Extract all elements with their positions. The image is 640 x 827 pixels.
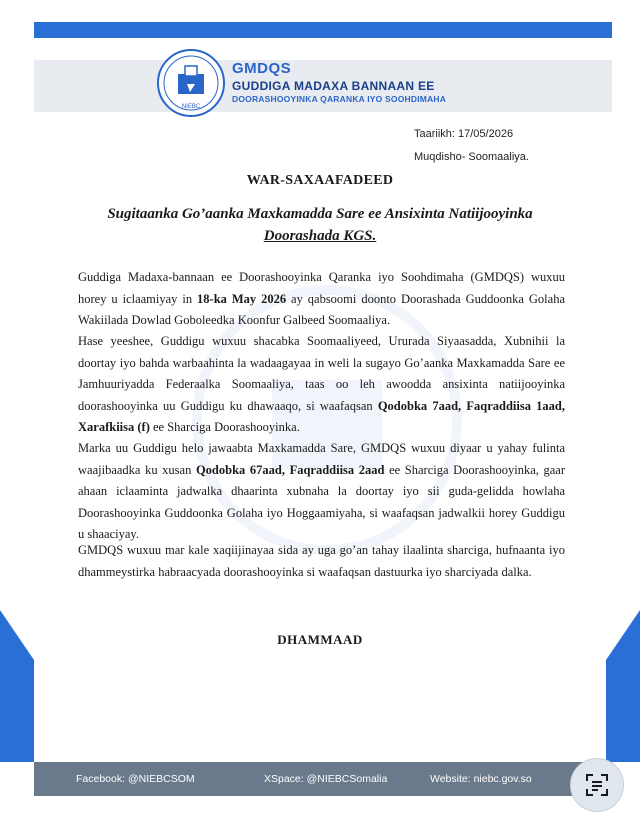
scan-text-button[interactable] <box>570 758 624 812</box>
end-mark: DHAMMAAD <box>277 632 363 647</box>
subtitle-line-2: Doorashada KGS. <box>263 228 377 244</box>
org-subtitle: DOORASHOOYINKA QARANKA IYO SOOHDIMAHA <box>232 94 447 104</box>
top-accent-bar <box>34 22 612 38</box>
niebc-logo-icon <box>156 48 226 118</box>
org-name: GUDDIGA MADAXA BANNAAN EE <box>232 79 435 93</box>
footer-facebook: Facebook: @NIEBCSOM <box>76 773 195 785</box>
scan-text-icon <box>571 759 623 811</box>
document-title: WAR-SAXAAFADEED <box>246 173 394 188</box>
paragraph-4: GMDQS wuxuu mar kale xaqiijinayaa sida ay uga go’an tahay ilaalinta sharciga, hufnaanta iyo dhammeystirka habraacyada doorashooyinka si waafaqsan dastuurka iyo sharciyada dalka. <box>78 543 565 579</box>
document-subtitle <box>0 203 640 247</box>
organization-block <box>232 60 446 104</box>
subtitle-line-1: Sugitaanka Go’aanka Maxkamadda Sare ee Ansixinta Natiijooyinka <box>107 206 533 222</box>
paragraph-1: Guddiga Madaxa-bannaan ee Doorashooyinka Qaranka iyo Soohdimaha (GMDQS) wuxuu horey u iclaamiyay in 18-ka May 2026 ay qabsoomi doonto Doorashada Guddoonka Golaha Wakiilada Dowlad Goboleedka Koonfur Galbeed Soomaaliya. <box>78 270 565 327</box>
place-line: Muqdisho- Soomaaliya. <box>414 151 529 163</box>
org-abbreviation: GMDQS <box>232 60 292 77</box>
paragraph-3: Marka uu Guddigu helo jawaabta Maxkamadda Sare, GMDQS wuxuu diyaar u yahay fulinta waajibaadka ku xusan Qodobka 67aad, Faqraddiisa 2aad ee Sharciga Doorashooyinka, gaar ahaan iclaaminta jadwalka dhaarinta xubnaha la doortay iyo sii guda-gelidda howlaha Doorashooyinka Guddoonka Golaha iyo Hoggaamiyaha, si waafaqsan jadwalkii horey Guddigu u shaaciyay. <box>78 441 565 541</box>
paragraph-2: Hase yeeshee, Guddigu wuxuu shacabka Soomaaliyeed, Ururada Siyaasadda, Xubnihii la doortay iyo bahda warbaahinta la wadaagayaa in weli la sugayo Go’aanka Maxkamadda Sare ee Jamhuuriyadda Federaalka Soomaaliya, taas oo leh awoodda ansixinta natiijooyinka doorashooyinka uu Guddigu ku dhawaaqo, si waafaqsan Qodobka 7aad, Faqraddiisa 1aad, Xarafkiisa (f) ee Sharciga Doorashooyinka. <box>78 334 565 434</box>
svg-text:NIEBC: NIEBC <box>181 104 201 110</box>
footer-website: Website: niebc.gov.so <box>430 773 532 785</box>
footer-xspace: XSpace: @NIEBCSomalia <box>264 773 388 785</box>
date-line: Taariikh: 17/05/2026 <box>414 128 514 140</box>
